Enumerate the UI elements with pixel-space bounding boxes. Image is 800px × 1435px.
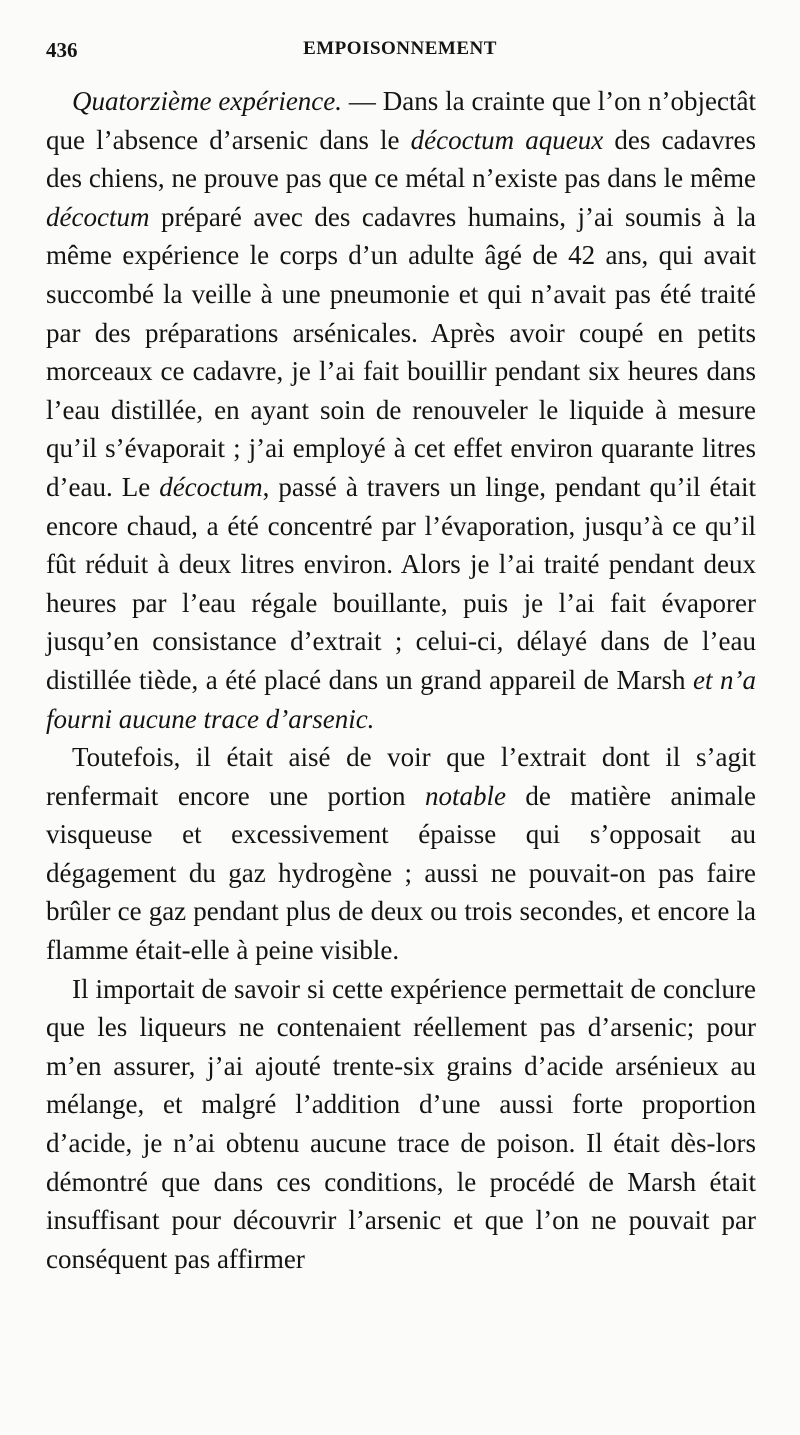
italic-conclusion: et n’a fourni aucune trace d’arsenic. <box>46 664 756 734</box>
paragraph-experiment <box>46 82 756 738</box>
running-title: EMPOISONNEMENT <box>303 38 497 59</box>
page-number: 436 <box>46 38 78 62</box>
italic-term: décoctum <box>46 201 150 232</box>
italic-term: décoctum aqueux <box>410 124 604 155</box>
italic-term: décoctum <box>159 471 263 502</box>
paragraph-text: de matière animale visqueuse et excessivement épaisse qui s’opposait au dégagement du gaz hydrogène ; aussi ne pouvait-on pas faire brûler ce gaz pendant plus de deux ou trois secondes, et encore la flamme était-elle à peine visible. <box>46 780 757 966</box>
paragraph-il-importait <box>46 970 756 1279</box>
paragraph-text: Il importait de savoir si cette expérience permettait de conclure que les liqueurs ne contenaient réellement pas d’arsenic; pour m’en assurer, j’ai ajouté trente-six grains d’acide arsénieux au mélange, et malgré l’addition d’une aussi forte proportion d’acide, je n’ai obtenu aucune trace de poison. Il était dès-lors démontré que dans ces conditions, le procédé de Marsh était insuffisant pour découvrir l’arsenic et que l’on ne pouvait par conséquent pas affirmer <box>46 973 756 1274</box>
experiment-heading: Quatorzième expérience. <box>72 86 343 116</box>
paragraph-toutefois <box>46 738 756 970</box>
paragraph-text: Toutefois, il était aisé de voir que l’extrait dont il s’agit renfermait encore une portion <box>46 742 756 811</box>
paragraph-text: des cadavres des chiens, ne prouve pas que ce métal n’existe pas dans le même <box>46 124 756 194</box>
running-head <box>46 38 754 68</box>
paragraph-text: Dans la crainte que l’on n’objectât que l’absence d’arsenic dans le <box>46 86 756 155</box>
body-text <box>46 82 756 1278</box>
paragraph-text: préparé avec des cadavres humains, j’ai soumis à la même expérience le corps d’un adulte âgé de 42 ans, qui avait succombé la veille à une pneumonie et qui n’avait pas été traité par des préparations arsénicales. Après avoir coupé en petits morceaux ce cadavre, je l’ai fait bouillir pendant six heures dans l’eau distillée, en ayant soin de renouveler le liquide à mesure qu’il s’évaporait ; j’ai employé à cet effet environ quarante litres d’eau. Le <box>46 201 756 502</box>
italic-term: notable <box>424 780 506 811</box>
em-dash: — <box>342 86 383 116</box>
paragraph-text: , passé à travers un linge, pendant qu’il était encore chaud, a été concentré par l’évaporation, jusqu’à ce qu’il fût réduit à deux litres environ. Alors je l’ai traité pendant deux heures par l’eau régale bouillante, puis je l’ai fait évaporer jusqu’en consistance d’extrait ; celui-ci, délayé dans de l’eau distillée tiède, a été placé dans un grand appareil de Marsh <box>46 471 756 695</box>
